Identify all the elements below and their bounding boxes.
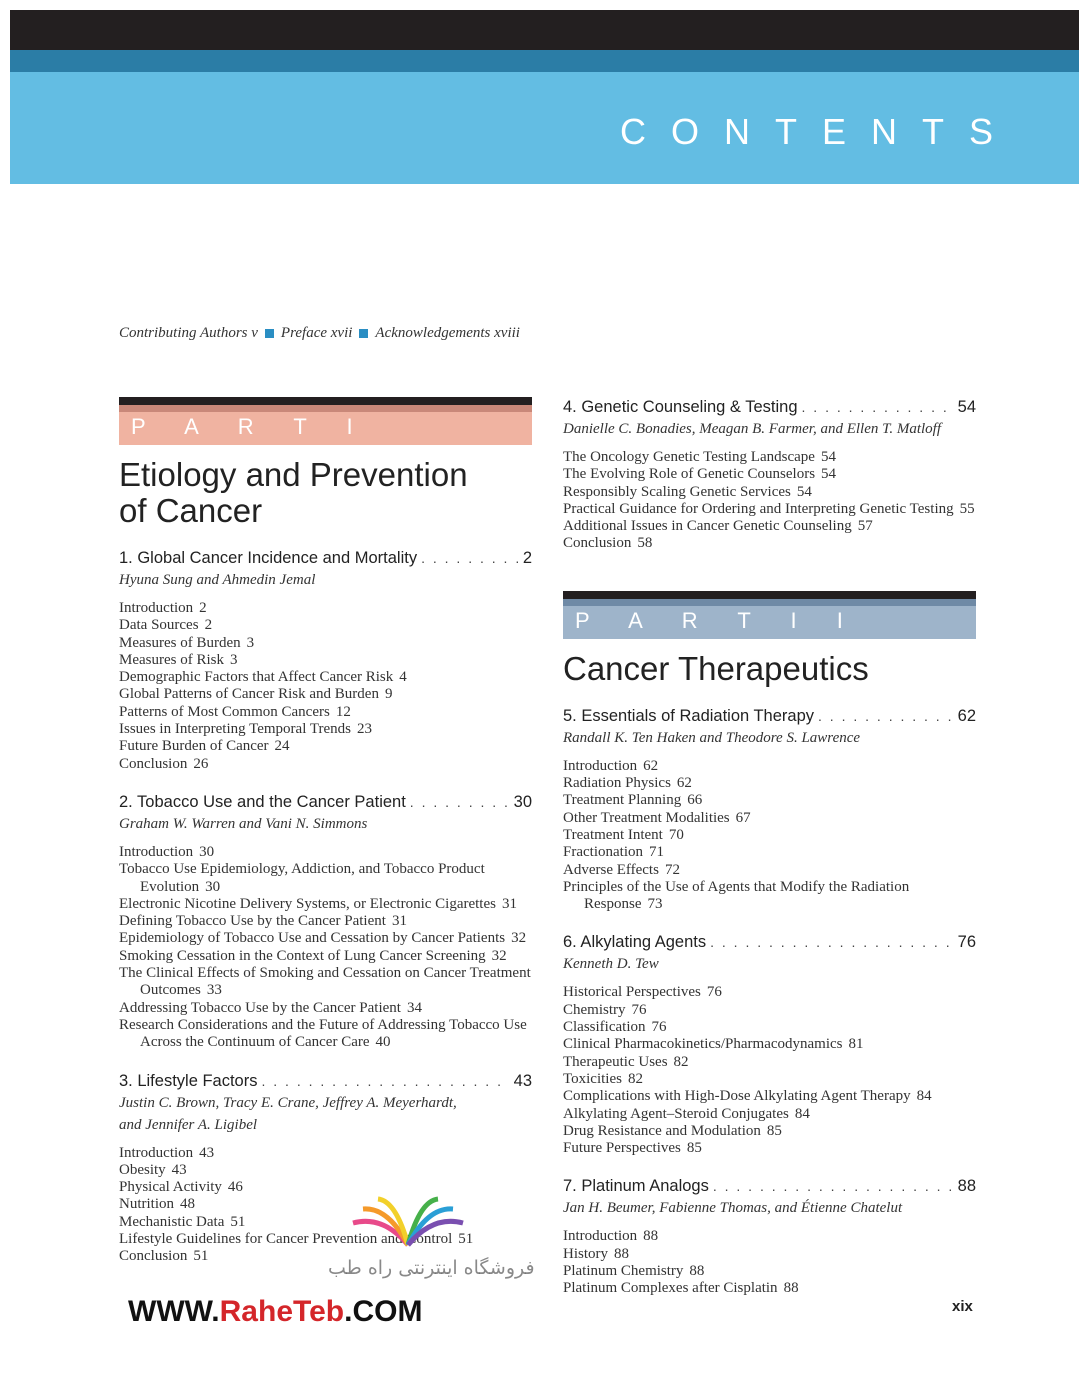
chapter [563,1177,976,1297]
section-title: Chemistry [563,1001,626,1018]
section-title: Addressing Tobacco Use by the Cancer Patient [119,999,401,1016]
section-title: Practical Guidance for Ordering and Interpreting Genetic Testing [563,500,954,517]
chapter-authors: Justin C. Brown, Tracy E. Crane, Jeffrey A. Meyerhardt, [119,1094,457,1111]
chapter-heading[interactable] [119,549,532,568]
section-title: Smoking Cessation in the Context of Lung Cancer Screening [119,947,486,964]
leader-dots [818,708,954,724]
chapter-page: 76 [957,933,976,952]
section-page: 82 [673,1053,689,1070]
chapter-authors: Jan H. Beumer, Fabienne Thomas, and Étienne Chatelut [563,1200,903,1217]
front-item-acknowledgements[interactable]: Acknowledgements xviii [375,325,520,341]
section-page: 43 [199,1144,215,1161]
part-2-label: P A R T I I [575,607,860,633]
chapter [563,398,976,553]
section-title: Platinum Chemistry [563,1263,684,1280]
section-title: Complications with High-Dose Alkylating Agent Therapy [563,1088,911,1105]
section-title: Therapeutic Uses [563,1053,668,1070]
chapter-heading[interactable] [563,707,976,726]
section-page: 81 [848,1036,864,1053]
section-title: Tobacco Use Epidemiology, Addiction, and Tobacco Product Evolution [119,861,485,895]
section-entry[interactable] [563,862,976,879]
section-title: Adverse Effects [563,861,659,878]
section-title: Global Patterns of Cancer Risk and Burden [119,686,379,703]
section-title: Introduction [119,843,194,860]
section-entry[interactable] [563,1002,976,1019]
section-title: Measures of Burden [119,634,241,651]
section-entry[interactable] [119,965,532,1000]
section-page: 51 [193,1248,209,1265]
chapter-title[interactable]: 1. Global Cancer Incidence and Mortality [119,549,418,567]
section-entry[interactable] [563,1123,976,1140]
section-entry[interactable] [563,1246,976,1263]
chapter-authors: Randall K. Ten Haken and Theodore S. Lawrence [563,729,861,746]
part-2-title-line: Cancer Therapeutics [563,649,869,687]
chapter-title[interactable]: 2. Tobacco Use and the Cancer Patient [119,792,406,811]
section-entry[interactable] [563,518,976,535]
section-title: Conclusion [119,755,188,772]
section-page: 30 [199,843,215,860]
section-title: Patterns of Most Common Cancers [119,703,330,720]
chapter-title[interactable]: 5. Essentials of Radiation Therapy [563,706,815,725]
right-column [563,378,976,1298]
section-entry[interactable] [563,1019,976,1036]
section-entry[interactable] [119,913,532,930]
section-title: Data Sources [119,617,199,634]
section-page: 31 [501,895,517,912]
leader-dots [261,1073,509,1089]
section-entry[interactable] [563,1071,976,1088]
part-1-title [119,457,532,529]
section-page: 88 [783,1280,799,1297]
chapter [119,549,532,773]
section-page: 71 [648,844,664,861]
leader-dots [713,1178,954,1194]
section-entry[interactable] [563,466,976,483]
page-title: CONTENTS [620,111,1018,152]
part-2-band-top [563,591,976,599]
section-page: 88 [643,1228,659,1245]
section-title: Defining Tobacco Use by the Cancer Patient [119,913,386,930]
section-title: Electronic Nicotine Delivery Systems, or Electronic Cigarettes [119,895,496,912]
section-entry[interactable] [563,1263,976,1280]
chapter-heading[interactable] [119,793,532,812]
section-page: 66 [687,792,703,809]
section-title: Mechanistic Data [119,1213,225,1230]
section-entry[interactable] [563,879,976,914]
leader-dots [410,794,510,810]
section-entry[interactable] [119,635,532,652]
section-title: Other Treatment Modalities [563,809,730,826]
section-list [119,600,532,773]
section-title: Classification [563,1019,646,1036]
section-entry[interactable] [563,827,976,844]
part-1-label: P A R T I [131,414,370,439]
section-page: 72 [664,861,680,878]
section-page: 31 [391,913,407,930]
section-entry[interactable] [119,1017,532,1052]
section-page: 58 [637,535,653,552]
section-entry[interactable] [563,758,976,775]
section-title: Introduction [563,757,638,774]
section-page: 88 [614,1245,629,1262]
section-page: 67 [735,809,751,826]
chapter-page: 43 [513,1071,532,1090]
section-entry[interactable] [563,449,976,466]
chapter-page: 2 [522,549,532,567]
section-title: Future Perspectives [563,1140,681,1157]
left-column [119,397,532,1266]
chapter [563,707,976,914]
section-page: 46 [227,1179,243,1196]
section-page: 40 [375,1034,391,1051]
section-page: 9 [384,686,393,703]
section-page: 76 [651,1019,667,1036]
section-page: 54 [820,449,836,465]
section-title: Physical Activity [119,1179,222,1196]
section-title: Clinical Pharmacokinetics/Pharmacodynamics [563,1036,843,1053]
chapter-title[interactable]: 4. Genetic Counseling & Testing [563,398,798,416]
chapter-title[interactable]: 6. Alkylating Agents [563,933,707,952]
chapter [563,933,976,1157]
leader-dots [710,934,954,950]
section-entry[interactable] [119,861,532,896]
section-list [563,758,976,914]
section-page: 4 [399,669,407,686]
chapter-page: 62 [957,706,976,725]
section-title: Demographic Factors that Affect Cancer Risk [119,669,394,686]
section-list [563,1228,976,1297]
section-title: Platinum Complexes after Cisplatin [563,1280,778,1297]
section-page: 2 [199,600,207,616]
section-title: Nutrition [119,1196,174,1213]
section-page: 51 [230,1213,246,1230]
front-matter-line [119,325,520,342]
chapter-page: 88 [957,1177,976,1196]
chapter-authors: and Jennifer A. Ligibel [119,1116,258,1133]
chapter-authors: Danielle C. Bonadies, Meagan B. Farmer, and Ellen T. Matloff [563,421,942,437]
section-entry[interactable] [119,686,532,703]
section-page: 84 [916,1088,932,1105]
section-entry[interactable] [119,896,532,913]
chapter-page: 54 [957,398,976,416]
section-entry[interactable] [119,652,532,669]
chapter-heading[interactable] [563,933,976,952]
section-title: Radiation Physics [563,775,671,792]
watermark-persian-text: فروشگاه اینترنتی راه طب [328,1257,535,1279]
part-2-band-stripe [563,599,976,606]
section-entry[interactable] [119,930,532,947]
section-page: 55 [959,500,975,517]
section-entry[interactable] [119,1179,532,1196]
page-number: xix [952,1298,973,1315]
section-entry[interactable] [563,775,976,792]
section-title: Principles of the Use of Agents that Modify the Radiation Response [563,878,910,913]
section-entry[interactable] [119,704,532,721]
section-title: Conclusion [119,1248,188,1265]
section-page: 54 [796,483,812,500]
chapter-authors: Kenneth D. Tew [563,956,659,973]
section-title: Lifestyle Guidelines for Cancer Prevention and Control [119,1231,453,1248]
front-item-preface[interactable]: Preface xvii [280,325,353,341]
section-title: Introduction [119,1144,194,1161]
section-page: 24 [274,738,290,755]
section-page: 3 [230,651,238,668]
section-title: Conclusion [563,535,632,552]
section-entry[interactable] [563,792,976,809]
section-page: 54 [821,466,837,483]
chapter-title[interactable]: 3. Lifestyle Factors [119,1071,258,1090]
section-title: Research Considerations and the Future of Addressing Tobacco Use Across the Continuum of Cancer Care [119,1016,527,1051]
section-title: Historical Perspectives [563,984,701,1001]
section-entry[interactable] [563,1088,976,1105]
section-page: 34 [406,999,422,1016]
leader-dots [802,399,954,415]
section-entry[interactable] [563,1140,976,1157]
section-page: 2 [204,617,213,634]
section-title: The Evolving Role of Genetic Counselors [563,466,816,483]
section-title: Future Burden of Cancer [119,738,269,755]
section-entry[interactable] [563,1036,976,1053]
chapter-page: 30 [513,792,532,811]
section-title: Alkylating Agent–Steroid Conjugates [563,1105,789,1122]
section-title: Toxicities [563,1070,622,1087]
part-1-band [119,397,532,445]
section-page: 23 [356,721,372,738]
chapter-heading[interactable] [563,1177,976,1196]
section-title: The Clinical Effects of Smoking and Cessation on Cancer Treatment Outcomes [119,965,531,999]
section-entry[interactable] [563,1106,976,1123]
part-2-band [563,591,976,639]
chapter-authors: Hyuna Sung and Ahmedin Jemal [119,572,316,588]
section-title: Measures of Risk [119,651,224,668]
section-list [563,449,976,553]
section-title: Obesity [119,1161,166,1178]
section-page: 12 [335,703,351,720]
section-entry[interactable] [119,756,532,773]
section-title: Treatment Planning [563,792,682,809]
chapter-title[interactable]: 7. Platinum Analogs [563,1177,709,1196]
section-page: 26 [193,755,209,772]
square-bullet-icon [265,329,274,338]
section-title: Treatment Intent [563,826,663,843]
section-entry[interactable] [119,738,532,755]
chapter [119,793,532,1052]
part-1-band-stripe [119,405,532,412]
section-entry[interactable] [563,501,976,518]
section-page: 82 [627,1070,643,1087]
section-entry[interactable] [563,984,976,1001]
section-title: History [563,1245,608,1262]
section-entry[interactable] [119,669,532,686]
section-entry[interactable] [563,1280,976,1297]
part-1-title-line: of Cancer [119,492,263,529]
section-entry[interactable] [563,844,976,861]
section-page: 85 [686,1140,702,1157]
front-item-authors[interactable]: Contributing Authors v [119,325,258,341]
section-page: 76 [631,1001,647,1018]
section-entry[interactable] [563,810,976,827]
section-title: Responsibly Scaling Genetic Services [563,483,791,500]
section-page: 32 [491,947,507,964]
section-entry[interactable] [119,721,532,738]
section-entry[interactable] [119,844,532,861]
section-title: Additional Issues in Cancer Genetic Counseling [563,518,852,535]
section-page: 57 [857,518,873,535]
section-page: 88 [689,1263,705,1280]
section-page: 76 [706,984,722,1001]
section-title: Introduction [119,600,194,616]
section-title: Fractionation [563,844,643,861]
chapter-heading[interactable] [563,398,976,417]
chapter-heading[interactable] [119,1072,532,1091]
section-entry[interactable] [563,535,976,552]
section-entry[interactable] [563,1054,976,1071]
section-title: Introduction [563,1228,638,1245]
square-bullet-icon [359,329,368,338]
part-2-title [563,651,976,687]
section-title: Epidemiology of Tobacco Use and Cessation by Cancer Patients [119,930,506,947]
section-page: 33 [206,982,222,999]
section-page: 62 [676,775,692,792]
raheteb-watermark [128,1195,535,1335]
section-list [563,984,976,1157]
section-entry[interactable] [563,1228,976,1245]
section-page: 3 [246,634,255,651]
section-list [119,844,532,1052]
section-entry[interactable] [119,1000,532,1017]
book-logo-icon [338,1195,478,1255]
section-entry[interactable] [119,617,532,634]
section-page: 48 [180,1196,195,1213]
section-entry[interactable] [119,1145,532,1162]
section-page: 30 [205,878,221,895]
part-1-band-top [119,397,532,405]
leader-dots [421,550,519,566]
section-page: 85 [766,1122,782,1139]
section-entry[interactable] [119,948,532,965]
section-page: 51 [458,1231,474,1248]
section-page: 43 [171,1161,187,1178]
section-page: 62 [643,757,659,774]
section-title: The Oncology Genetic Testing Landscape [563,449,815,465]
section-page: 84 [794,1105,810,1122]
section-entry[interactable] [119,600,532,617]
header-dark-stripe [10,50,1079,72]
section-page: 73 [647,896,663,913]
section-title: Drug Resistance and Modulation [563,1122,761,1139]
section-entry[interactable] [119,1162,532,1179]
section-page: 32 [511,930,527,947]
section-title: Issues in Interpreting Temporal Trends [119,721,351,738]
part-1-title-line: Etiology and Prevention [119,456,468,493]
top-black-bar [10,10,1079,50]
watermark-url: WWW.RaheTeb.COM [128,1295,423,1328]
section-page: 70 [668,826,684,843]
section-entry[interactable] [563,484,976,501]
chapter-authors: Graham W. Warren and Vani N. Simmons [119,815,368,832]
